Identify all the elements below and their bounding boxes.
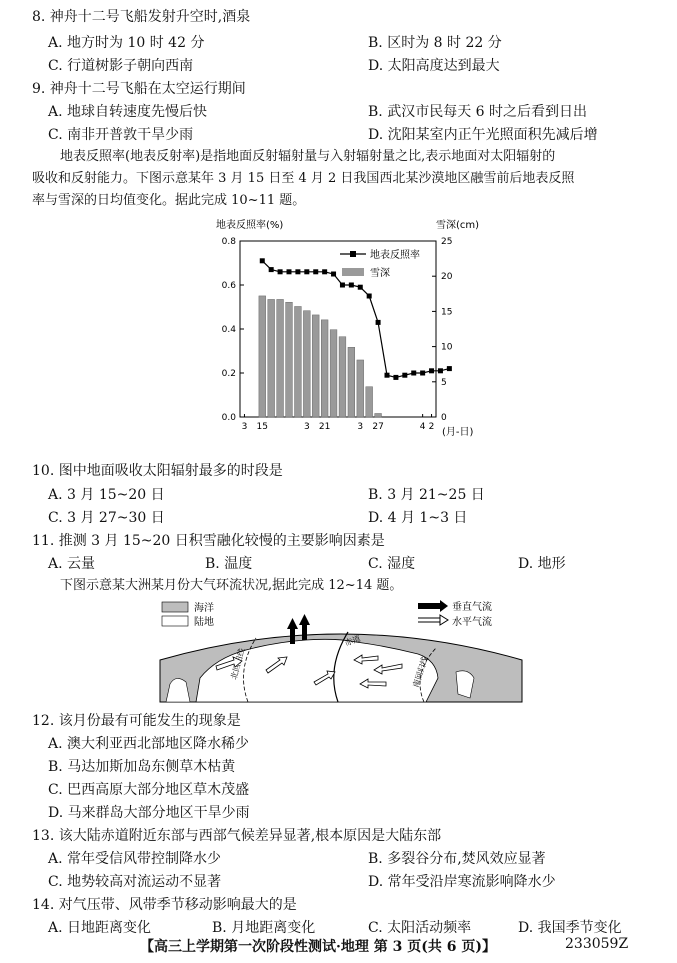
south-tropic-label: 南回归线: [411, 655, 430, 689]
q10-option-d: D. 4 月 1~3 日: [368, 510, 468, 526]
albedo-point: [447, 366, 452, 371]
snow-depth-bar: [330, 330, 337, 417]
snow-depth-bar: [339, 337, 346, 417]
q13-option-b: B. 多裂谷分布,焚风效应显著: [368, 851, 546, 867]
q14-option-c: C. 太阳活动频率: [368, 920, 472, 936]
snow-depth-bar: [348, 347, 355, 417]
x-tick-label: 3: [303, 422, 310, 432]
right-axis-label: 雪深(cm): [436, 220, 480, 231]
legend-land-label: 陆地: [194, 617, 214, 628]
right-tick-label: 0: [441, 413, 447, 423]
snow-depth-bar: [375, 413, 382, 417]
x-axis-label: (月-日): [442, 427, 474, 438]
q13-option-d: D. 常年受沿岸寒流影响降水少: [368, 874, 556, 890]
q10-stem: 10. 图中地面吸收太阳辐射最多的时段是: [32, 463, 283, 479]
q11-option-a: A. 云量: [48, 556, 96, 572]
q14-option-a: A. 日地距离变化: [48, 920, 152, 936]
q10-option-b: B. 3 月 21~25 日: [368, 487, 485, 503]
x-tick-label: 27: [372, 422, 384, 432]
snow-depth-bar: [357, 360, 364, 417]
legend-horizontal-arrow: [418, 615, 448, 625]
albedo-point: [295, 269, 300, 274]
albedo-point: [340, 283, 345, 288]
q11-stem: 11. 推测 3 月 15~20 日积雪融化较慢的主要影响因素是: [32, 533, 385, 549]
right-tick-label: 5: [441, 377, 447, 388]
right-tick-label: 20: [441, 272, 453, 283]
albedo-point: [402, 373, 407, 378]
q8-option-c: C. 行道树影子朝向西南: [48, 58, 194, 74]
left-tick-label: 0.8: [221, 237, 236, 247]
albedo-point: [420, 371, 425, 376]
albedo-point: [358, 285, 363, 290]
q9-stem: 9. 神舟十二号飞船在太空运行期间: [32, 81, 246, 97]
albedo-point: [313, 269, 318, 274]
q12-option-a: A. 澳大利亚西北部地区降水稀少: [48, 736, 250, 752]
albedo-point: [331, 272, 336, 277]
albedo-point: [385, 373, 390, 378]
x-tick-label: 3: [241, 422, 248, 432]
albedo-point: [349, 283, 354, 288]
legend-vertical-arrow: [418, 600, 448, 612]
q9-option-d: D. 沈阳某室内正午光照面积先减后增: [368, 127, 598, 143]
albedo-point: [438, 368, 443, 373]
x-tick-label: 3: [357, 422, 364, 432]
snow-depth-bar: [321, 320, 328, 417]
albedo-point: [269, 267, 274, 272]
intro2: 下图示意某大洲某月份大气环流状况,据此完成 12~14 题。: [60, 578, 403, 593]
q13-option-c: C. 地势较高对流运动不显著: [48, 874, 222, 890]
intro1-line1: 地表反照率(地表反射率)是指地面反射辐射量与入射辐射量之比,表示地面对太阳辐射的: [60, 149, 556, 164]
albedo-point: [411, 371, 416, 376]
legend-albedo-label: 地表反照率: [370, 250, 420, 261]
q13-option-a: A. 常年受信风带控制降水少: [48, 851, 222, 867]
snow-depth-bar: [277, 299, 284, 417]
legend-albedo-marker: [350, 251, 356, 257]
q11-option-d: D. 地形: [518, 556, 566, 572]
q14-option-d: D. 我国季节变化: [518, 920, 622, 936]
q9-option-a: A. 地球自转速度先慢后快: [48, 104, 208, 120]
intro1-line2: 吸收和反射能力。下图示意某年 3 月 15 日至 4 月 2 日我国西北某沙漠地区融雪前后地表反照: [32, 171, 575, 186]
albedo-point: [376, 320, 381, 325]
footer-title: 【高三上学期第一次阶段性测试·地理 第 3 页(共 6 页)】: [140, 939, 496, 955]
x-tick-label: 2: [428, 422, 435, 432]
legend-ocean-label: 海洋: [194, 603, 214, 614]
right-tick-label: 10: [441, 342, 453, 353]
right-tick-label: 15: [441, 307, 453, 318]
q14-option-b: B. 月地距离变化: [212, 920, 316, 936]
albedo-snow-chart: [208, 216, 498, 452]
q8-option-a: A. 地方时为 10 时 42 分: [48, 35, 205, 51]
x-tick-label: 21: [318, 422, 331, 432]
footer-code: 233059Z: [565, 936, 629, 952]
q9-option-c: C. 南非开普敦干旱少雨: [48, 127, 194, 143]
q14-stem: 14. 对气压带、风带季节移动影响最大的是: [32, 897, 297, 913]
left-tick-label: 0.2: [221, 369, 236, 379]
intro1-line3: 率与雪深的日均值变化。据此完成 10~11 题。: [32, 193, 306, 208]
snow-depth-bar: [303, 311, 310, 417]
left-tick-label: 0.4: [221, 325, 236, 335]
q12-stem: 12. 该月份最有可能发生的现象是: [32, 713, 241, 729]
snow-depth-bar: [312, 315, 319, 417]
q8-stem: 8. 神舟十二号飞船发射升空时,酒泉: [32, 9, 251, 25]
albedo-point: [304, 269, 309, 274]
albedo-point: [260, 258, 265, 263]
x-tick-label: 15: [256, 422, 268, 432]
snow-depth-bar: [366, 387, 373, 417]
legend-horizontal-label: 水平气流: [452, 617, 492, 628]
q12-option-c: C. 巴西高原大部分地区草木茂盛: [48, 782, 250, 798]
q11-option-c: C. 湿度: [368, 556, 416, 572]
legend-ocean-swatch: [162, 602, 188, 612]
q11-option-b: B. 温度: [205, 556, 253, 572]
albedo-point: [322, 269, 327, 274]
snow-depth-bar: [268, 299, 275, 417]
q10-option-a: A. 3 月 15~20 日: [48, 487, 165, 503]
albedo-point: [429, 368, 434, 373]
legend-land-swatch: [162, 616, 188, 626]
right-tick-label: 25: [441, 237, 453, 247]
albedo-point: [278, 269, 283, 274]
q13-stem: 13. 该大陆赤道附近东部与西部气候差异显著,根本原因是大陆东部: [32, 828, 442, 844]
chart-legend: [340, 248, 420, 279]
left-axis-label: 地表反照率(%): [216, 220, 284, 231]
x-tick-label: 4: [419, 422, 426, 432]
snow-depth-bar: [259, 296, 266, 417]
q8-option-d: D. 太阳高度达到最大: [368, 58, 500, 74]
q12-option-b: B. 马达加斯加岛东侧草木枯黄: [48, 759, 236, 775]
q12-option-d: D. 马来群岛大部分地区干旱少雨: [48, 805, 250, 821]
left-tick-label: 0.6: [221, 281, 236, 291]
albedo-point: [287, 269, 292, 274]
legend-snow-label: 雪深: [370, 268, 390, 279]
legend-vertical-label: 垂直气流: [452, 602, 492, 613]
q9-option-b: B. 武汉市民每天 6 时之后看到日出: [368, 104, 587, 120]
circulation-diagram: [156, 598, 526, 704]
snow-depth-bar: [286, 302, 293, 417]
snow-depth-bar: [295, 306, 302, 417]
q10-option-c: C. 3 月 27~30 日: [48, 510, 165, 526]
q8-option-b: B. 区时为 8 时 22 分: [368, 35, 502, 51]
equator-label: 赤道: [343, 633, 362, 648]
albedo-point: [393, 375, 398, 380]
legend-snow-swatch: [342, 268, 364, 276]
albedo-point: [367, 294, 372, 299]
left-tick-label: 0.0: [221, 413, 236, 423]
